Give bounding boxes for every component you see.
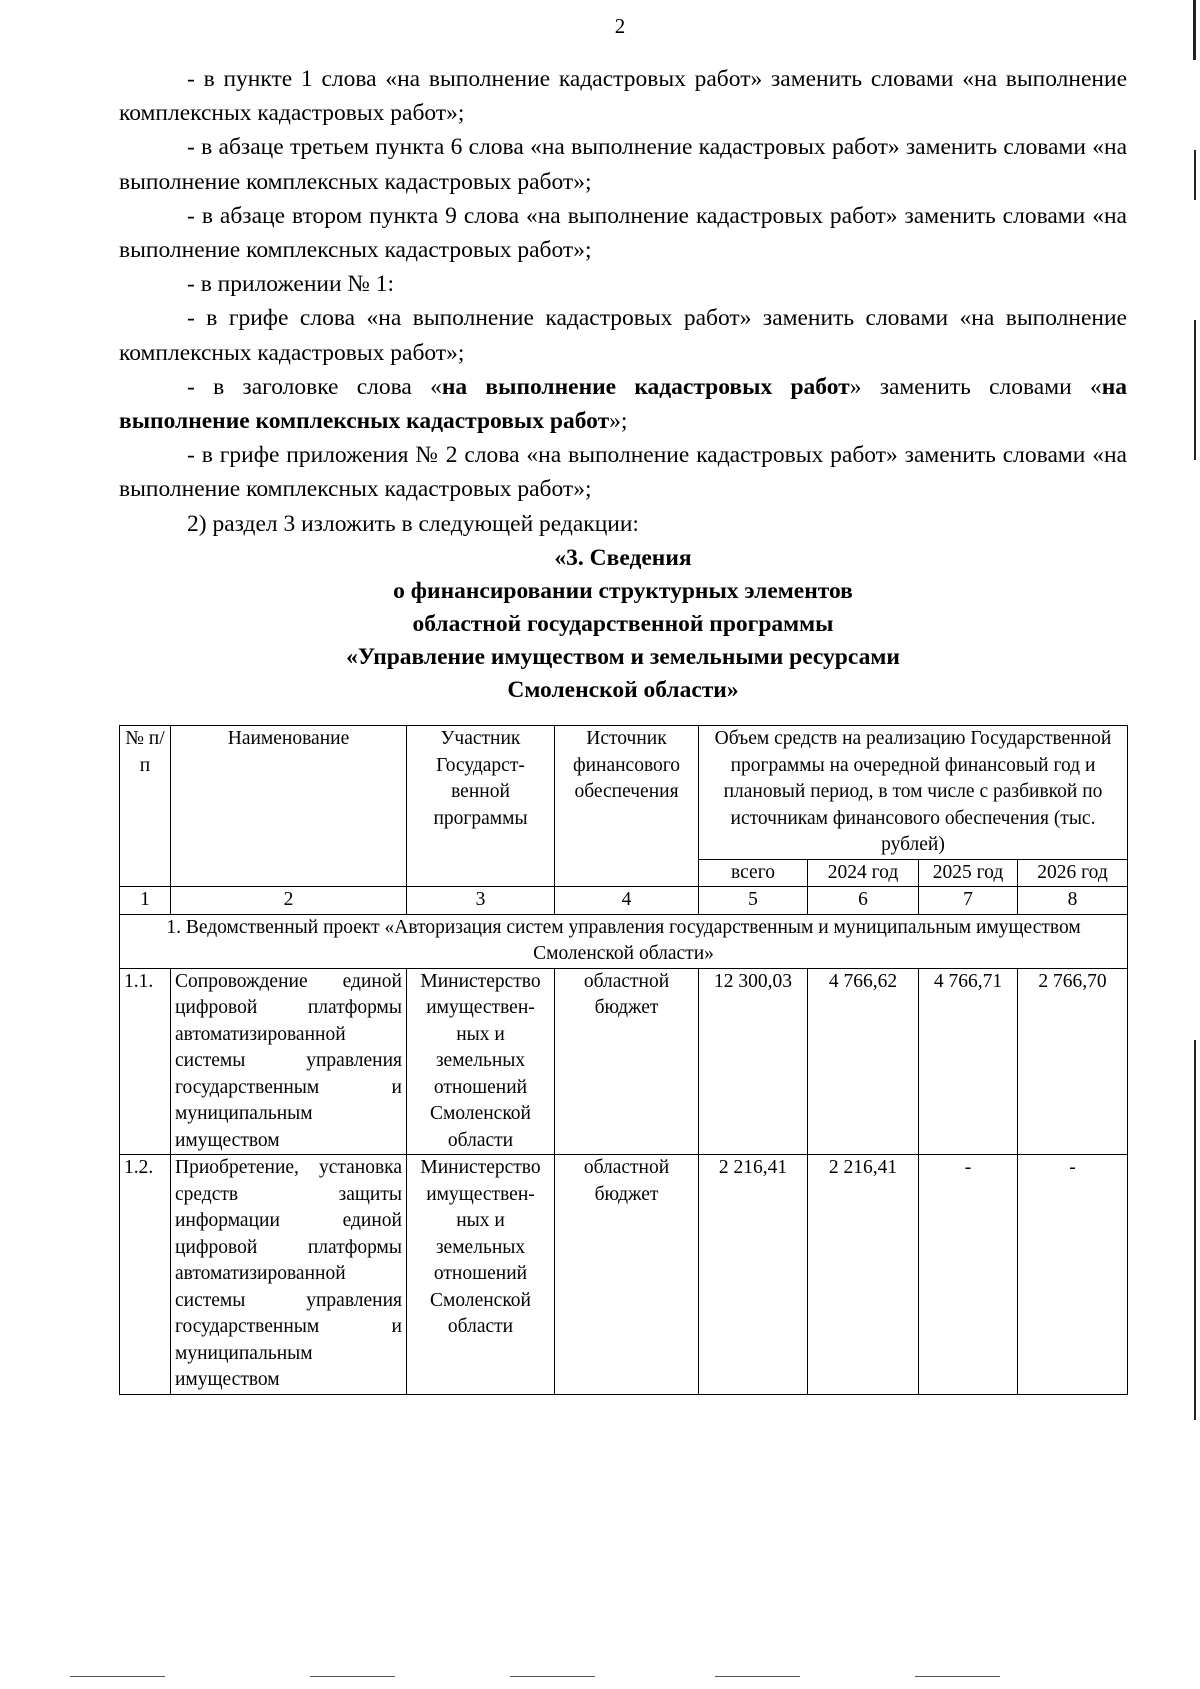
footer-rule xyxy=(310,1676,395,1677)
row-2025: - xyxy=(919,1155,1018,1395)
table-row xyxy=(120,1155,1128,1395)
title-line: «3. Сведения xyxy=(554,545,692,571)
row-source: областной бюджет xyxy=(555,1155,699,1395)
row-2025: 4 766,71 xyxy=(919,968,1018,1155)
scan-edge-mark xyxy=(1193,0,1196,60)
column-number: 2 xyxy=(171,887,407,915)
header-row xyxy=(120,726,1128,860)
row-2024: 2 216,41 xyxy=(808,1155,919,1395)
column-number: 7 xyxy=(919,887,1018,915)
header-total: всего xyxy=(699,859,808,887)
row-2026: - xyxy=(1018,1155,1128,1395)
title-line: Смоленской области» xyxy=(507,677,739,703)
row-num: 1.2. xyxy=(120,1155,171,1395)
column-number: 6 xyxy=(808,887,919,915)
paragraph: - в абзаце третьем пункта 6 слова «на выполнение кадастровых работ» заменить словами «на выполнение комплексных кадастровых работ»; xyxy=(119,134,1127,195)
header-2026: 2026 год xyxy=(1018,859,1128,887)
paragraph: - в грифе приложения № 2 слова «на выполнение кадастровых работ» заменить словами «на выполнение комплексных кадастровых работ»; xyxy=(119,442,1127,503)
section-row xyxy=(120,914,1128,968)
row-2026: 2 766,70 xyxy=(1018,968,1128,1155)
amendment-text xyxy=(119,62,1127,541)
scan-edge-mark xyxy=(1194,150,1196,200)
bold-fragment: на выполнение кадастровых работ xyxy=(441,373,850,400)
row-2024: 4 766,62 xyxy=(808,968,919,1155)
column-number-row xyxy=(120,887,1128,915)
header-participant: Участник Государст- венной программы xyxy=(407,726,555,887)
column-number: 4 xyxy=(555,887,699,915)
paragraph: - в пункте 1 слова «на выполнение кадастровых работ» заменить словами «на выполнение комплексных кадастровых работ»; xyxy=(119,66,1127,127)
paragraph: - в приложении № 1: xyxy=(187,271,395,298)
heading-amendment-paragraph xyxy=(119,370,1127,438)
title-line: о финансировании структурных элементов xyxy=(393,578,853,604)
column-number: 1 xyxy=(120,887,171,915)
row-participant: Министерство имуществен- ных и земельных отношений Смоленской области xyxy=(407,1155,555,1395)
header-source: Источник финансового обеспечения xyxy=(555,726,699,887)
column-number: 8 xyxy=(1018,887,1128,915)
paragraph: - в абзаце втором пункта 9 слова «на выполнение кадастровых работ» заменить словами «на выполнение комплексных кадастровых работ»; xyxy=(119,202,1127,264)
header-2025: 2025 год xyxy=(919,859,1018,887)
header-num: № п/п xyxy=(120,726,171,887)
header-name: Наименование xyxy=(171,726,407,887)
footer-rule xyxy=(715,1676,800,1677)
bold-fragment: на выполнение комплексных кадастровых работ xyxy=(119,373,1127,435)
row-total: 2 216,41 xyxy=(699,1155,808,1395)
column-number: 5 xyxy=(699,887,808,915)
footer-rule xyxy=(510,1676,595,1677)
row-participant: Министерство имуществен- ных и земельных отношений Смоленской области xyxy=(407,968,555,1155)
scan-edge-mark xyxy=(1194,320,1196,460)
row-total: 12 300,03 xyxy=(699,968,808,1155)
footer-rule xyxy=(70,1676,165,1677)
footer-rule xyxy=(915,1676,1000,1677)
column-number: 3 xyxy=(407,887,555,915)
header-2024: 2024 год xyxy=(808,859,919,887)
paragraph: - в грифе слова «на выполнение кадастровых работ» заменить словами «на выполнение комплексных кадастровых работ»; xyxy=(119,305,1127,366)
title-line: областной государственной программы xyxy=(412,611,834,637)
financing-table xyxy=(119,725,1128,1395)
title-line: «Управление имуществом и земельными ресурсами xyxy=(346,644,900,670)
paragraph: 2) раздел 3 изложить в следующей редакции: xyxy=(187,510,639,537)
text-fragment: - в заголовке слова « xyxy=(187,373,442,400)
text-fragment: » заменить словами « xyxy=(849,373,1102,400)
row-name: Сопровождение единой цифровой платформы автоматизированной системы управления государственным и муниципальным имуществом xyxy=(171,968,407,1155)
row-num: 1.1. xyxy=(120,968,171,1155)
section-row-title: 1. Ведомственный проект «Авторизация систем управления государственным и муниципальным имуществом Смоленской области» xyxy=(120,914,1128,968)
header-volume: Объем средств на реализацию Государственной программы на очередной финансовый год и плановый период, в том числе с разбивкой по источникам финансового обеспечения (тыс. рублей) xyxy=(699,726,1128,860)
page-number: 2 xyxy=(614,14,626,38)
text-fragment: »; xyxy=(609,408,628,435)
scan-edge-mark xyxy=(1194,1040,1196,1420)
row-name: Приобретение, установка средств защиты информации единой цифровой платформы автоматизированной системы управления государственным и муниципальным имуществом xyxy=(171,1155,407,1395)
table-row xyxy=(120,968,1128,1155)
section-title xyxy=(119,542,1127,707)
row-source: областной бюджет xyxy=(555,968,699,1155)
